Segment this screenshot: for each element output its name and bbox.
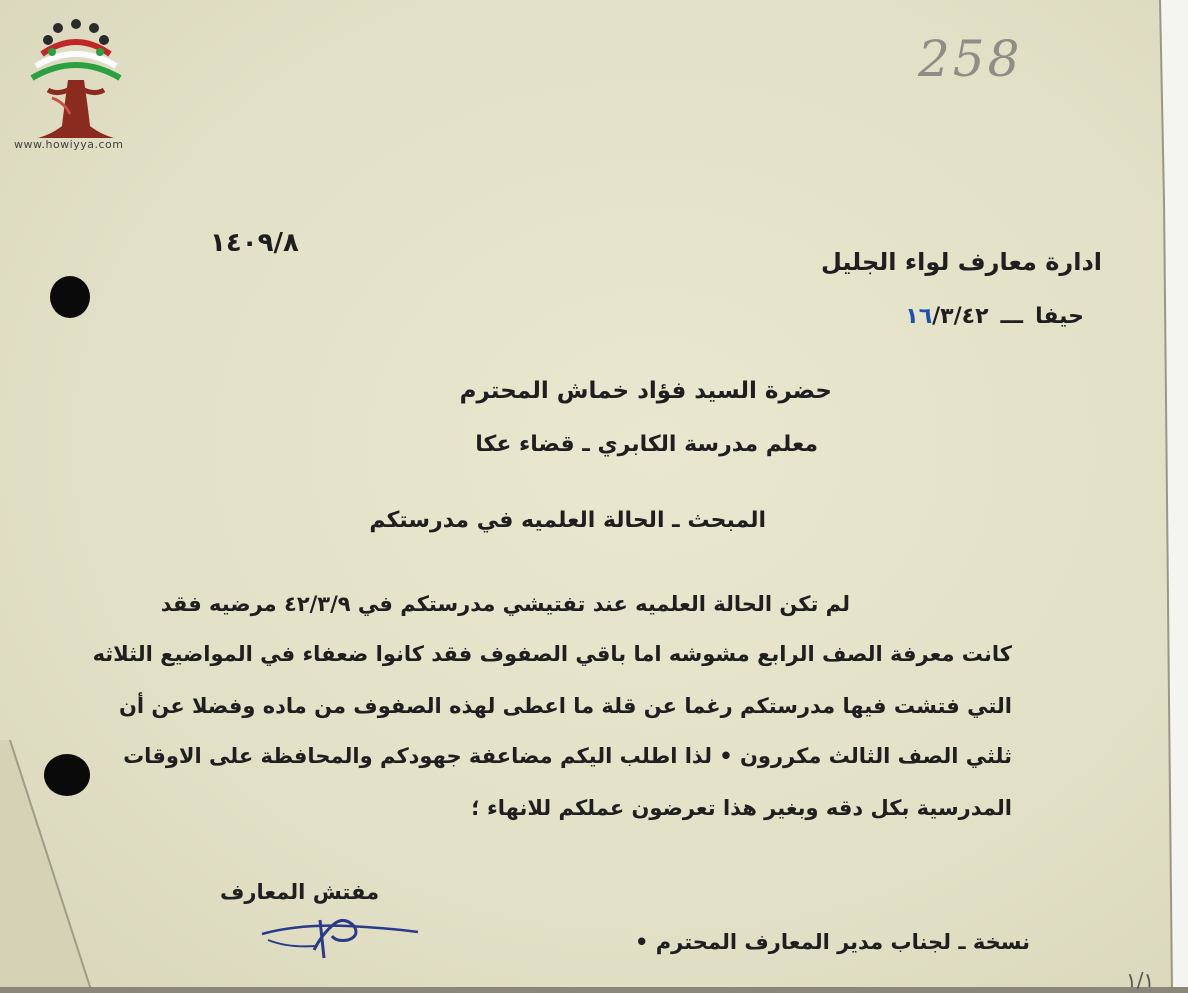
- dash-separator: ـــ: [1000, 304, 1024, 329]
- archive-number: 258: [918, 30, 1023, 88]
- body-line-4: ثلثي الصف الثالث مكررون • لذا اطلب اليكم مضاعفة جهودكم والمحافظة على الاوقات: [123, 744, 1012, 768]
- corner-mark: ١/١: [1126, 968, 1155, 992]
- punch-hole-upper: [50, 276, 90, 318]
- bottom-shadow: [0, 987, 1188, 993]
- howiyya-logo: [12, 18, 140, 158]
- date-day: ١٦: [905, 304, 933, 329]
- recipient-name: حضرة السيد فؤاد خماش المحترم: [459, 378, 832, 404]
- department-header: ادارة معارف لواء الجليل: [820, 248, 1102, 276]
- date-rest: /٣/٤٢: [932, 304, 989, 329]
- city-name: حيفا: [1035, 304, 1084, 329]
- body-line-3: التي فتشت فيها مدرستكم رغما عن قلة ما اعطى لهذه الصفوف من ماده وفضلا عن أن: [118, 694, 1012, 718]
- file-number: ١٤٠٩/٨: [210, 228, 299, 258]
- copy-to-line: نسخة ـ لجناب مدير المعارف المحترم •: [635, 930, 1030, 954]
- logo-url: www.howiyya.com: [14, 138, 124, 151]
- signer-title: مفتش المعارف: [220, 880, 380, 904]
- body-line-2: كانت معرفة الصف الرابع مشوشه اما باقي الصفوف فقد كانوا ضعفاء في المواضيع الثلاثه: [92, 642, 1012, 666]
- page-edge: [1154, 0, 1188, 993]
- punch-hole-lower: [44, 754, 90, 796]
- handwritten-signature: [258, 906, 428, 962]
- body-line-1: لم تكن الحالة العلميه عند تفتيشي مدرستكم في ٤٢/٣/٩ مرضيه فقد: [160, 592, 850, 616]
- city-date-line: [905, 304, 1084, 329]
- recipient-role: معلم مدرسة الكابري ـ قضاء عكا: [475, 432, 818, 457]
- body-line-5: المدرسية بكل دقه وبغير هذا تعرضون عملكم للانهاء ؛: [471, 796, 1012, 820]
- letter-subject: المبحث ـ الحالة العلميه في مدرستكم: [369, 508, 766, 533]
